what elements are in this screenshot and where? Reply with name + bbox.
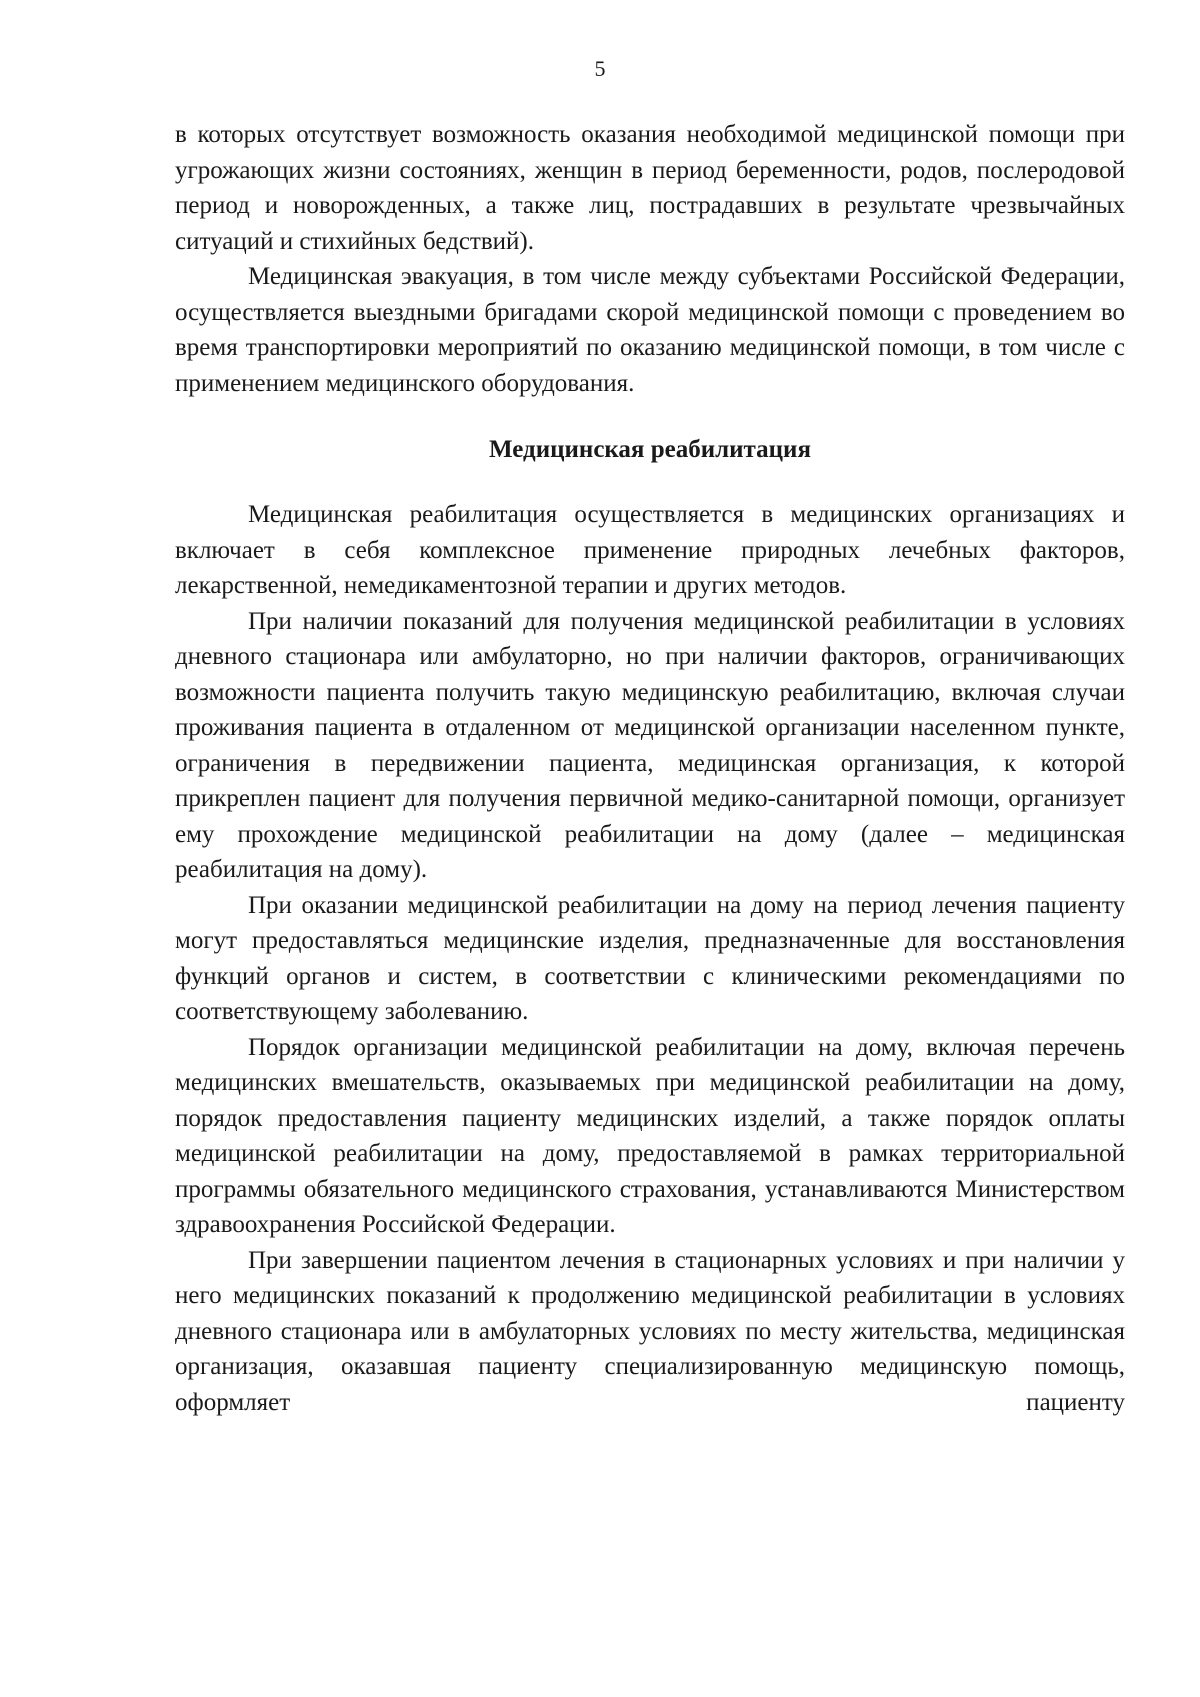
- paragraph-procedure-order: Порядок организации медицинской реабилитации на дому, включая перечень медицинских вмешательств, оказываемых при медицинской реабилитации на дому, порядок предоставления пациенту медицинских изделий, а также порядок оплаты медицинской реабилитации на дому, предоставляемой в рамках территориальной программы обязательного медицинского страхования, устанавливаются Министерством здравоохранения Российской Федерации.: [175, 1033, 1125, 1238]
- document-body: [175, 117, 1125, 1420]
- paragraph-continuation: в которых отсутствует возможность оказания необходимой медицинской помощи при угрожающих жизни состояниях, женщин в период беременности, родов, послеродовой период и новорожденных, а также лиц, пострадавших в результате чрезвычайных ситуаций и стихийных бедствий).: [175, 121, 1125, 255]
- page-number: 5: [594, 56, 606, 81]
- paragraph-medical-devices: При оказании медицинской реабилитации на дому на период лечения пациенту могут предоставляться медицинские изделия, предназначенные для восстановления функций органов и систем, в соответствии с клиническими рекомендациями по соответствующему заболеванию.: [175, 891, 1125, 1025]
- paragraph-rehab-definition: Медицинская реабилитация осуществляется в медицинских организациях и включает в себя комплексное применение природных лечебных факторов, лекарственной, немедикаментозной терапии и других методов.: [175, 501, 1125, 599]
- paragraph-rehab-at-home: При наличии показаний для получения медицинской реабилитации в условиях дневного стационара или амбулаторно, но при наличии факторов, ограничивающих возможности пациента получить такую медицинскую реабилитацию, включая случаи проживания пациента в отдаленном от медицинской организации населенном пункте, ограничения в передвижении пациента, медицинская организация, к которой прикреплен пациент для получения первичной медико-санитарной помощи, организует ему прохождение медицинской реабилитации на дому (далее – медицинская реабилитация на дому).: [175, 607, 1125, 883]
- paragraph-evacuation: Медицинская эвакуация, в том числе между субъектами Российской Федерации, осуществляется выездными бригадами скорой медицинской помощи с проведением во время транспортировки мероприятий по оказанию медицинской помощи, в том числе с применением медицинского оборудования.: [175, 263, 1125, 397]
- paragraph-discharge: При завершении пациентом лечения в стационарных условиях и при наличии у него медицинских показаний к продолжению медицинской реабилитации в условиях дневного стационара или в амбулаторных условиях по месту жительства, медицинская организация, оказавшая пациенту специализированную медицинскую помощь, оформляет пациенту: [175, 1246, 1125, 1416]
- section-heading: Медицинская реабилитация: [489, 436, 811, 463]
